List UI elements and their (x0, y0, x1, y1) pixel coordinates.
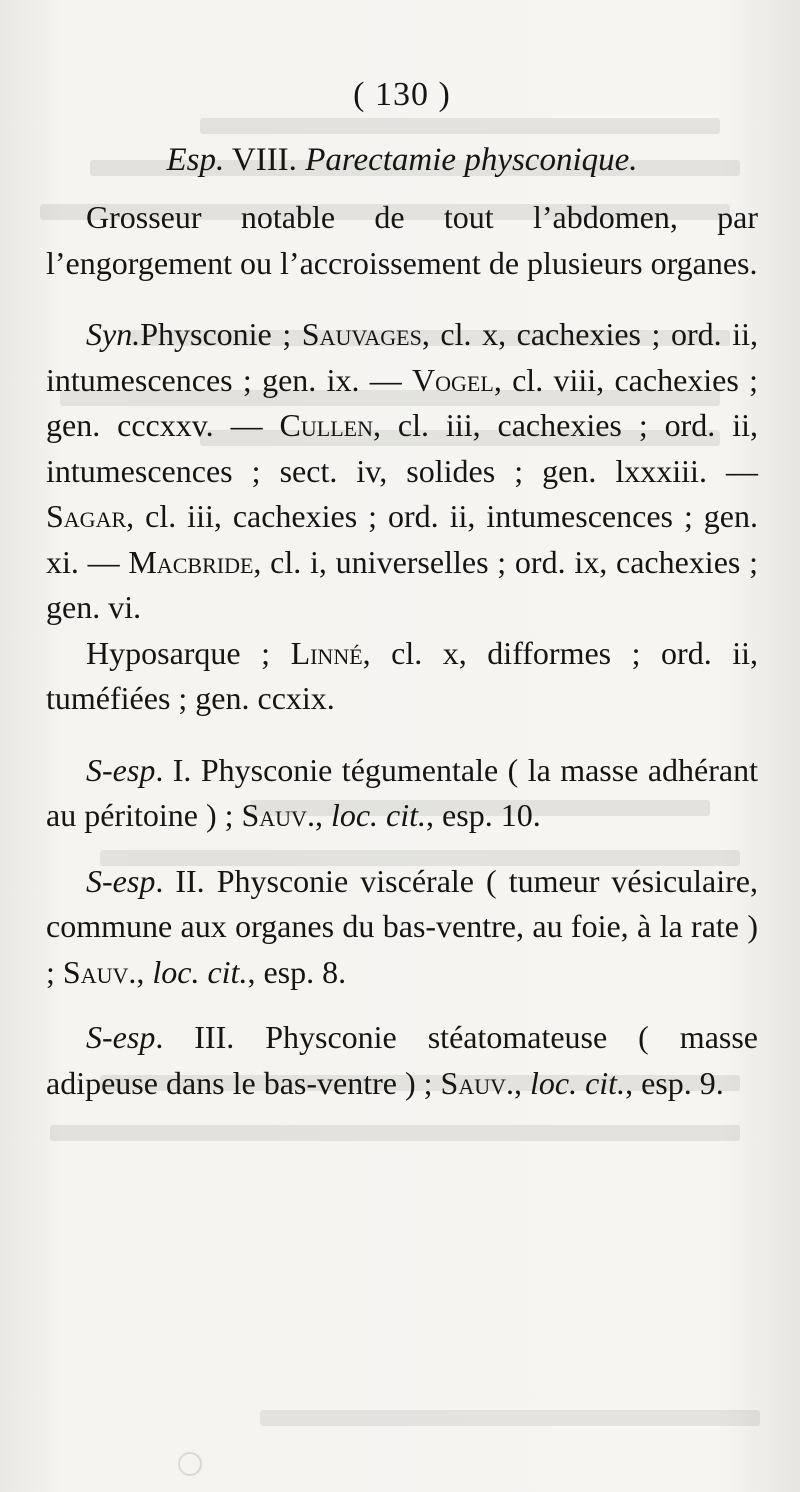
text-segment: , esp. 8. (247, 953, 347, 990)
species-heading (46, 138, 758, 184)
text-segment: ., (505, 1064, 530, 1101)
text-segment: , cl. x, difformes ; ord. ii, tuméfiées ; gen. ccxix. (46, 634, 759, 716)
text-segment: S-esp (86, 862, 156, 899)
page-footer-marks (0, 1452, 800, 1482)
text-segment: loc. cit. (529, 1064, 626, 1101)
ink-smudge (178, 1452, 202, 1476)
text-segment: , cl. viii, cachexies ; gen. cccxxv. — (46, 361, 759, 443)
species-number: VIII. (231, 141, 297, 178)
text-segment: Sauv (241, 797, 307, 833)
definition-paragraph: Grosseur notable de tout l’abdomen, par l’engorgement ou l’accroissement de plusieurs organes. (46, 199, 758, 281)
text-segment: , cl. iii, cachexies ; ord. ii, intumescences ; sect. iv, solides ; gen. lxxxiii. — (46, 407, 759, 489)
text-segment: loc. cit. (152, 953, 248, 990)
syn-label: Syn. (86, 316, 141, 352)
text-segment: ., (128, 953, 153, 990)
text-segment: Vogel (412, 361, 494, 398)
text-segment: loc. cit. (330, 797, 427, 833)
syn-text (46, 316, 758, 625)
text-segment: , cl. x, cachexies ; ord. ii, intumescences ; gen. ix. — (46, 316, 758, 398)
text-segment: , esp. 10. (426, 797, 541, 833)
text-segment: Sauvages (301, 316, 422, 352)
sub-species-1 (46, 748, 758, 839)
text-segment: . II. Physconie viscérale ( tumeur vésiculaire, commune aux organes du bas-ventre, au foie, à la rate ) ; (46, 862, 758, 990)
text-segment: . III. Physconie stéatomateuse ( masse adipeuse dans le bas-ventre ) ; (46, 1019, 758, 1101)
species-prefix: Esp. (166, 141, 225, 178)
text-segment: , cl. i, universelles ; ord. ix, cachexies ; gen. vi. (46, 543, 758, 625)
text-segment: Sauv (62, 953, 129, 990)
text-segment: Physconie ; (140, 316, 302, 352)
page-content (46, 72, 758, 1106)
text-segment: Linné (290, 634, 363, 671)
sub-species-2 (46, 859, 758, 996)
text-segment: ., (306, 797, 331, 833)
text-segment: Sagar (46, 498, 127, 534)
text-segment: . I. Physconie tégumentale ( la masse adhérant au péritoine ) ; (46, 751, 758, 833)
text-segment: Sauv (440, 1064, 506, 1101)
text-segment: Macbride (128, 543, 254, 580)
text-segment: S-esp (86, 751, 156, 788)
sub-species-3 (46, 1015, 758, 1106)
page-number: ( 130 ) (353, 76, 451, 113)
synonymy-paragraph (46, 312, 758, 631)
text-segment: Cullen (279, 407, 373, 443)
text-segment: , esp. 9. (625, 1064, 724, 1101)
text-segment: S-esp (86, 1019, 156, 1055)
text-segment: Hyposarque ; (86, 634, 291, 671)
species-name: Parectamie physconique. (305, 141, 638, 178)
hyposarque-paragraph (46, 631, 758, 722)
text-segment: , cl. iii, cachexies ; ord. ii, intumescences ; gen. xi. — (46, 498, 758, 580)
